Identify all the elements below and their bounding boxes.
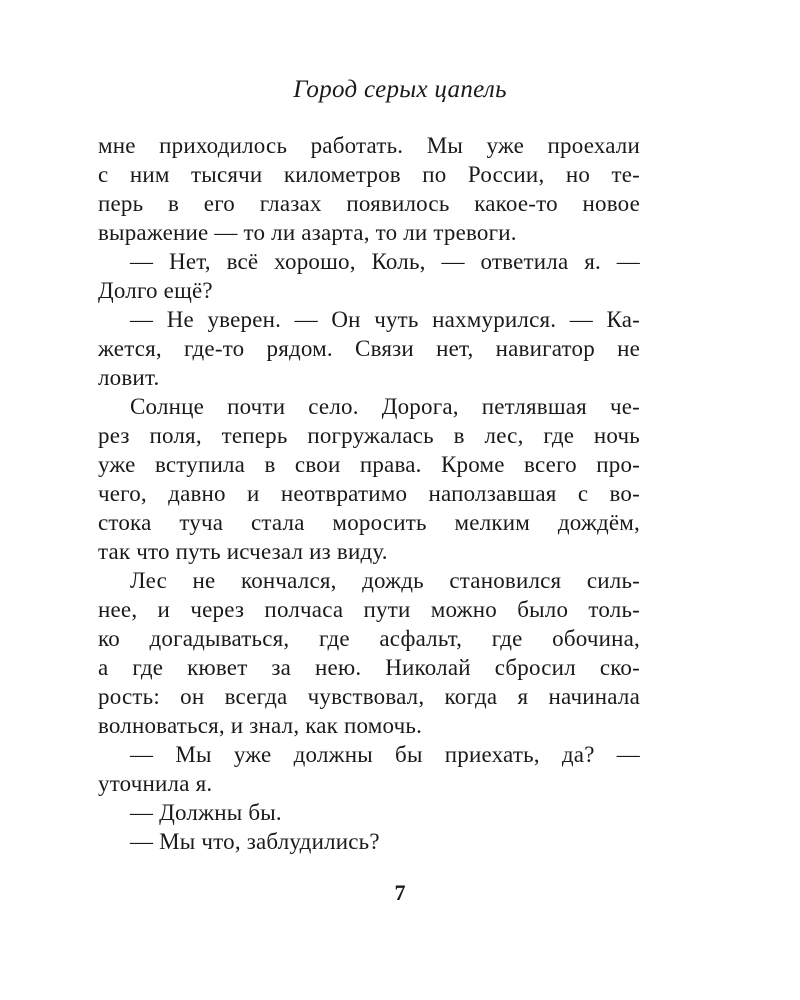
text-line: мне приходилось работать. Мы уже проехали — [98, 133, 640, 158]
text-line: стока туча стала моросить мелким дождём, — [98, 510, 640, 535]
text-line: жется, где-то рядом. Связи нет, навигатор не — [98, 336, 640, 361]
page-number: 7 — [394, 880, 406, 905]
text-line: а где кювет за нею. Николай сбросил ско- — [98, 655, 640, 680]
text-line: ловит. — [98, 365, 160, 390]
text-line: чего, давно и неотвратимо наползавшая с во- — [98, 481, 640, 506]
text-line: рость: он всегда чувствовал, когда я начинала — [98, 684, 640, 709]
text-line: — Не уверен. — Он чуть нахмурился. — Ка- — [130, 307, 640, 332]
text-line: выражение — то ли азарта, то ли тревоги. — [98, 220, 517, 245]
text-line: — Должны бы. — [130, 800, 282, 825]
text-line: ко догадываться, где асфальт, где обочина, — [98, 626, 640, 651]
text-line: — Мы уже должны бы приехать, да? — — [130, 742, 640, 767]
text-line: Долго ещё? — [98, 278, 213, 303]
text-line: так что путь исчезал из виду. — [98, 539, 388, 564]
text-line: уже вступила в свои права. Кроме всего про- — [98, 452, 640, 477]
body-text — [98, 131, 640, 856]
text-line: — Нет, всё хорошо, Коль, — ответила я. — — [130, 249, 640, 274]
text-line: с ним тысячи километров по России, но те- — [98, 162, 640, 187]
text-line: волноваться, и знал, как помочь. — [98, 713, 423, 738]
text-line: перь в его глазах появилось какое-то новое — [98, 191, 640, 216]
text-line: рез поля, теперь погружалась в лес, где ночь — [98, 423, 640, 448]
text-line: Солнце почти село. Дорога, петлявшая че- — [130, 394, 640, 419]
text-line: — Мы что, заблудились? — [130, 829, 380, 854]
running-head: Город серых цапель — [293, 76, 507, 103]
text-line: Лес не кончался, дождь становился силь- — [130, 568, 640, 593]
text-line: нее, и через полчаса пути можно было толь- — [98, 597, 640, 622]
text-line: уточнила я. — [98, 771, 213, 796]
